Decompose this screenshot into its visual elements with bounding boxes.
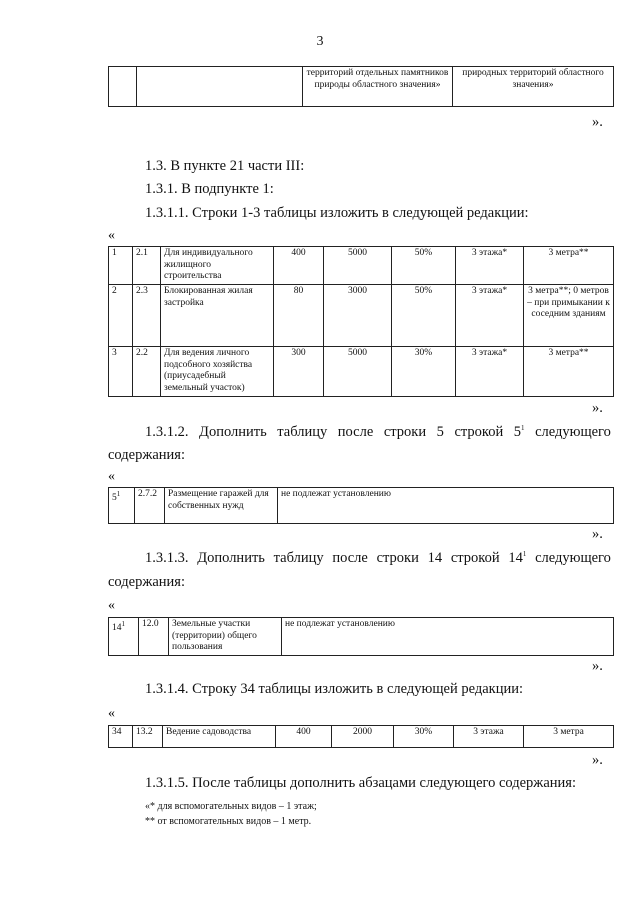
max-floors: 3 этажа* bbox=[456, 247, 524, 285]
row-number: 3 bbox=[109, 347, 133, 397]
paragraph-word: после bbox=[332, 550, 368, 566]
closing-quote: ». bbox=[592, 114, 603, 130]
max-floors: 3 этажа bbox=[454, 726, 524, 748]
table-row bbox=[109, 247, 614, 285]
table-row bbox=[109, 726, 614, 748]
item-1-3-1-3-cont: содержания: bbox=[108, 574, 186, 590]
use-code: 2.2 bbox=[133, 347, 161, 397]
max-area: 2000 bbox=[332, 726, 394, 748]
min-area: 80 bbox=[274, 285, 324, 347]
item-1-3-1-4: 1.3.1.4. Строку 34 таблицы изложить в следующей редакции: bbox=[145, 681, 524, 697]
row-number: 2 bbox=[109, 285, 133, 347]
paragraph-word: Дополнить bbox=[197, 550, 265, 566]
table-row bbox=[109, 488, 614, 524]
opening-quote: « bbox=[108, 598, 115, 613]
paragraph-word: таблицу bbox=[277, 424, 328, 440]
footnote-line: ** от вспомогательных видов – 1 метр. bbox=[145, 816, 312, 827]
item-1-3-1: 1.3.1. В подпункте 1: bbox=[145, 181, 274, 197]
use-name: Для ведения личного подсобного хозяйства (приусадебный земельный участок) bbox=[161, 347, 274, 397]
paragraph-word: $14^1$ bbox=[508, 550, 527, 566]
paragraph-word: после bbox=[337, 424, 374, 440]
use-code: 2.3 bbox=[133, 285, 161, 347]
use-name: Блокированная жилая застройка bbox=[161, 285, 274, 347]
table-row bbox=[109, 347, 614, 397]
table-row bbox=[109, 285, 614, 347]
closing-quote: ». bbox=[592, 658, 603, 674]
use-name: Размещение гаражей для собственных нужд bbox=[165, 488, 278, 524]
item-1-3-1-3 bbox=[145, 550, 611, 567]
table-cell bbox=[137, 67, 303, 107]
parameters-note: не подлежат установлению bbox=[282, 618, 614, 656]
min-area: 400 bbox=[276, 726, 332, 748]
coverage-percent: 50% bbox=[392, 285, 456, 347]
opening-quote: « bbox=[108, 706, 115, 721]
min-indent: 3 метра** bbox=[524, 347, 614, 397]
use-name: Земельные участки (территории) общего пользования bbox=[169, 618, 282, 656]
item-1-3-1-5: 1.3.1.5. После таблицы дополнить абзацами следующего содержания: bbox=[145, 775, 576, 791]
row-number: 1 bbox=[109, 247, 133, 285]
paragraph-word: следующего bbox=[535, 424, 611, 440]
paragraph-word: 1.3.1.3. bbox=[145, 550, 189, 566]
row-number: $5^1$ bbox=[109, 488, 135, 524]
max-area: 3000 bbox=[324, 285, 392, 347]
use-name: Для индивидуального жилищного строительства bbox=[161, 247, 274, 285]
rows-1-3-table bbox=[108, 246, 614, 397]
min-indent: 3 метра** bbox=[524, 247, 614, 285]
paragraph-word: 5 bbox=[436, 424, 444, 440]
opening-quote: « bbox=[108, 228, 115, 243]
use-code: 12.0 bbox=[139, 618, 169, 656]
table-cell: территорий отдельных памятников природы областного значения» bbox=[303, 67, 453, 107]
closing-quote: ». bbox=[592, 752, 603, 768]
paragraph-word: строкой bbox=[454, 424, 504, 440]
item-1-3: 1.3. В пункте 21 части III: bbox=[145, 158, 305, 174]
paragraph-word: строки bbox=[376, 550, 419, 566]
opening-quote: « bbox=[108, 469, 115, 484]
paragraph-word: таблицу bbox=[273, 550, 324, 566]
min-area: 400 bbox=[274, 247, 324, 285]
use-name: Ведение садоводства bbox=[163, 726, 276, 748]
continuation-table bbox=[108, 66, 614, 107]
table-row bbox=[109, 618, 614, 656]
paragraph-word: Дополнить bbox=[199, 424, 267, 440]
use-code: 2.1 bbox=[133, 247, 161, 285]
paragraph-word: строкой bbox=[450, 550, 500, 566]
closing-quote: ». bbox=[592, 400, 603, 416]
paragraph-word: строки bbox=[383, 424, 427, 440]
footnote-line: «* для вспомогательных видов – 1 этаж; bbox=[145, 801, 317, 812]
max-floors: 3 этажа* bbox=[456, 347, 524, 397]
row-14-1-table bbox=[108, 617, 614, 656]
min-indent: 3 метра**; 0 метров – при примыкании к соседним зданиям bbox=[524, 285, 614, 347]
paragraph-word: следующего bbox=[535, 550, 611, 566]
max-area: 5000 bbox=[324, 347, 392, 397]
row-5-1-table bbox=[108, 487, 614, 524]
use-code: 13.2 bbox=[133, 726, 163, 748]
row-34-table bbox=[108, 725, 614, 748]
coverage-percent: 30% bbox=[392, 347, 456, 397]
item-1-3-1-2-cont: содержания: bbox=[108, 447, 186, 463]
row-number: $14^1$ bbox=[109, 618, 139, 656]
use-code: 2.7.2 bbox=[135, 488, 165, 524]
paragraph-word: 14 bbox=[427, 550, 443, 566]
max-floors: 3 этажа* bbox=[456, 285, 524, 347]
paragraph-word: $5^1$ bbox=[513, 424, 525, 440]
table-cell: природных территорий областного значения» bbox=[453, 67, 614, 107]
paragraph-word: 1.3.1.2. bbox=[145, 424, 189, 440]
item-1-3-1-1: 1.3.1.1. Строки 1-3 таблицы изложить в следующей редакции: bbox=[145, 205, 529, 221]
coverage-percent: 50% bbox=[392, 247, 456, 285]
closing-quote: ». bbox=[592, 526, 603, 542]
item-1-3-1-2 bbox=[145, 424, 611, 441]
row-number: 34 bbox=[109, 726, 133, 748]
coverage-percent: 30% bbox=[394, 726, 454, 748]
min-indent: 3 метра bbox=[524, 726, 614, 748]
page-number: 3 bbox=[316, 34, 324, 49]
max-area: 5000 bbox=[324, 247, 392, 285]
table-cell bbox=[109, 67, 137, 107]
parameters-note: не подлежат установлению bbox=[278, 488, 614, 524]
min-area: 300 bbox=[274, 347, 324, 397]
